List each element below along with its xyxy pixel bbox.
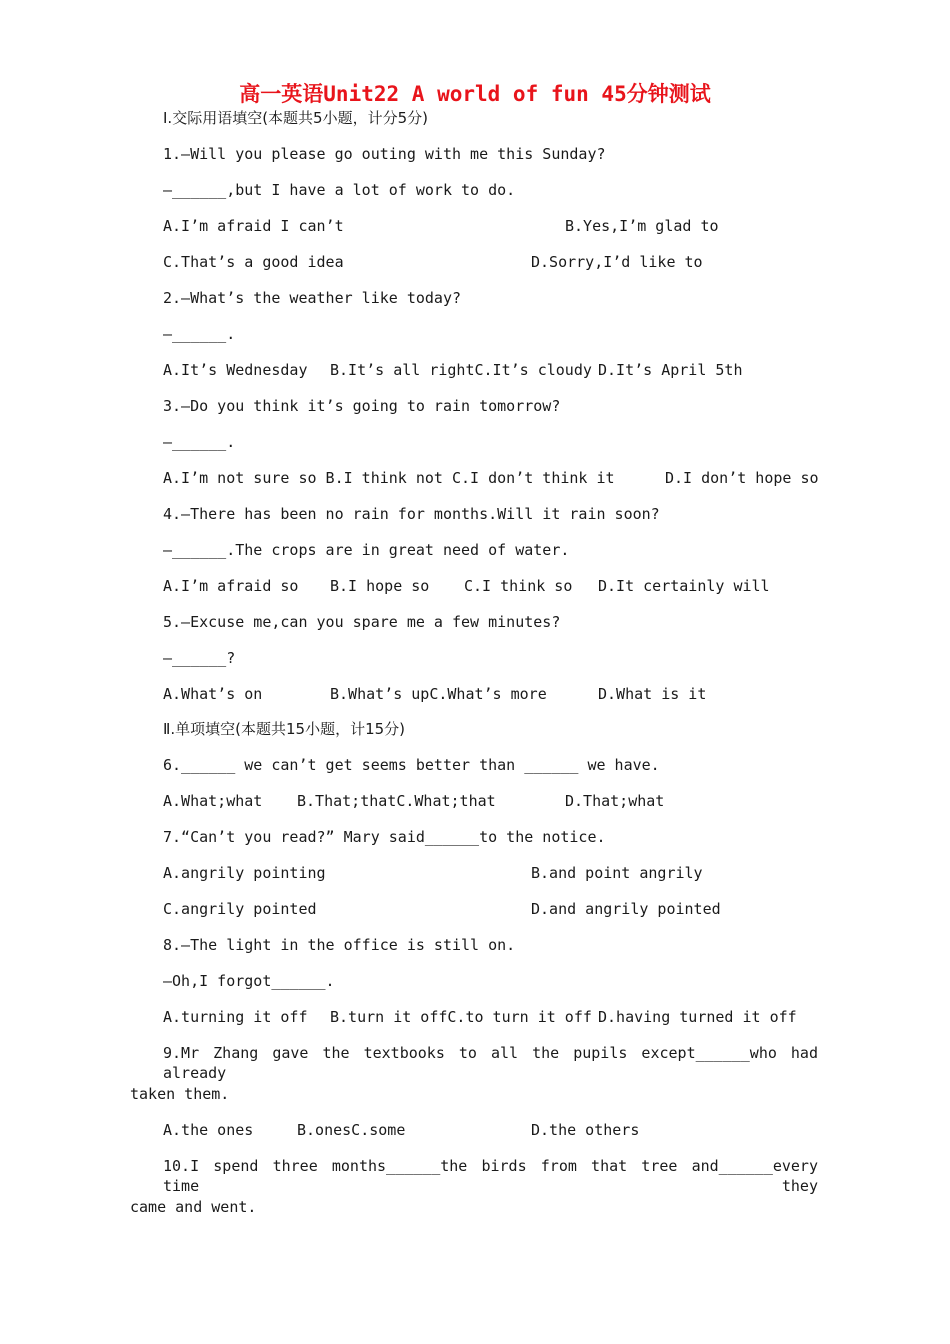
q10-stem-line1: 10.I spend three months______the birds from that tree and______every time they [163, 1157, 818, 1195]
q2-stem: 2.—What’s the weather like today? [163, 289, 462, 307]
q10-stem-line2: came and went. [130, 1198, 257, 1216]
q6-stem: 6.______ we can’t get seems better than ______ we have. [163, 756, 660, 774]
q9-option-a: A.the ones [163, 1121, 254, 1139]
q1-option-a: A.I’m afraid I can’t [163, 217, 344, 235]
q1-stem: 1.—Will you please go outing with me this Sunday? [163, 145, 606, 163]
q1-option-d: D.Sorry,I’d like to [531, 253, 703, 271]
q8-option-bc: B.turn it offC.to turn it off [330, 1008, 592, 1026]
q9-stem-line2: taken them. [130, 1085, 230, 1103]
q3-option-d: D.I don’t hope so [665, 469, 819, 487]
q5-option-bc: B.What’s upC.What’s more [330, 685, 547, 703]
q4-option-a: A.I’m afraid so [163, 577, 299, 595]
q9-option-d: D.the others [531, 1121, 640, 1139]
q8-option-d: D.having turned it off [598, 1008, 797, 1026]
q3-reply: —______. [163, 433, 236, 451]
q5-stem: 5.—Excuse me,can you spare me a few minutes? [163, 613, 561, 631]
q1-option-b: B.Yes,I’m glad to [565, 217, 719, 235]
q5-option-a: A.What’s on [163, 685, 263, 703]
section-1-heading: Ⅰ.交际用语填空(本题共5小题，计分5分) [163, 109, 428, 127]
q9-option-bc: B.onesC.some [297, 1121, 406, 1139]
q2-option-a: A.It’s Wednesday [163, 361, 308, 379]
q4-option-b: B.I hope so [330, 577, 430, 595]
page-title: 高一英语Unit22 A world of fun 45分钟测试 [239, 82, 711, 106]
q4-option-c: C.I think so [464, 577, 573, 595]
q3-stem: 3.—Do you think it’s going to rain tomorrow? [163, 397, 561, 415]
q4-reply: —______.The crops are in great need of water. [163, 541, 570, 559]
q2-option-d: D.It’s April 5th [598, 361, 743, 379]
section-2-heading: Ⅱ.单项填空(本题共15小题，计15分) [163, 720, 406, 738]
q2-option-bc: B.It’s all rightC.It’s cloudy [330, 361, 592, 379]
q7-option-c: C.angrily pointed [163, 900, 317, 918]
q8-stem: 8.—The light in the office is still on. [163, 936, 516, 954]
q7-stem: 7.“Can’t you read?” Mary said______to the notice. [163, 828, 606, 846]
q4-stem: 4.—There has been no rain for months.Will it rain soon? [163, 505, 660, 523]
q2-reply: —______. [163, 325, 236, 343]
q7-option-d: D.and angrily pointed [531, 900, 721, 918]
q3-option-abc: A.I’m not sure so B.I think not C.I don’t think it [163, 469, 615, 487]
q1-reply: —______,but I have a lot of work to do. [163, 181, 516, 199]
q9-stem-line1: 9.Mr Zhang gave the textbooks to all the pupils except______who had already [163, 1044, 818, 1082]
q8-reply: —Oh,I forgot______. [163, 972, 335, 990]
q7-option-a: A.angrily pointing [163, 864, 326, 882]
q1-option-c: C.That’s a good idea [163, 253, 344, 271]
q4-option-d: D.It certainly will [598, 577, 770, 595]
q6-option-d: D.That;what [565, 792, 665, 810]
q6-option-a: A.What;what [163, 792, 263, 810]
q5-option-d: D.What is it [598, 685, 707, 703]
q7-option-b: B.and point angrily [531, 864, 703, 882]
q6-option-bc: B.That;thatC.What;that [297, 792, 496, 810]
q5-reply: —______? [163, 649, 236, 667]
q8-option-a: A.turning it off [163, 1008, 308, 1026]
